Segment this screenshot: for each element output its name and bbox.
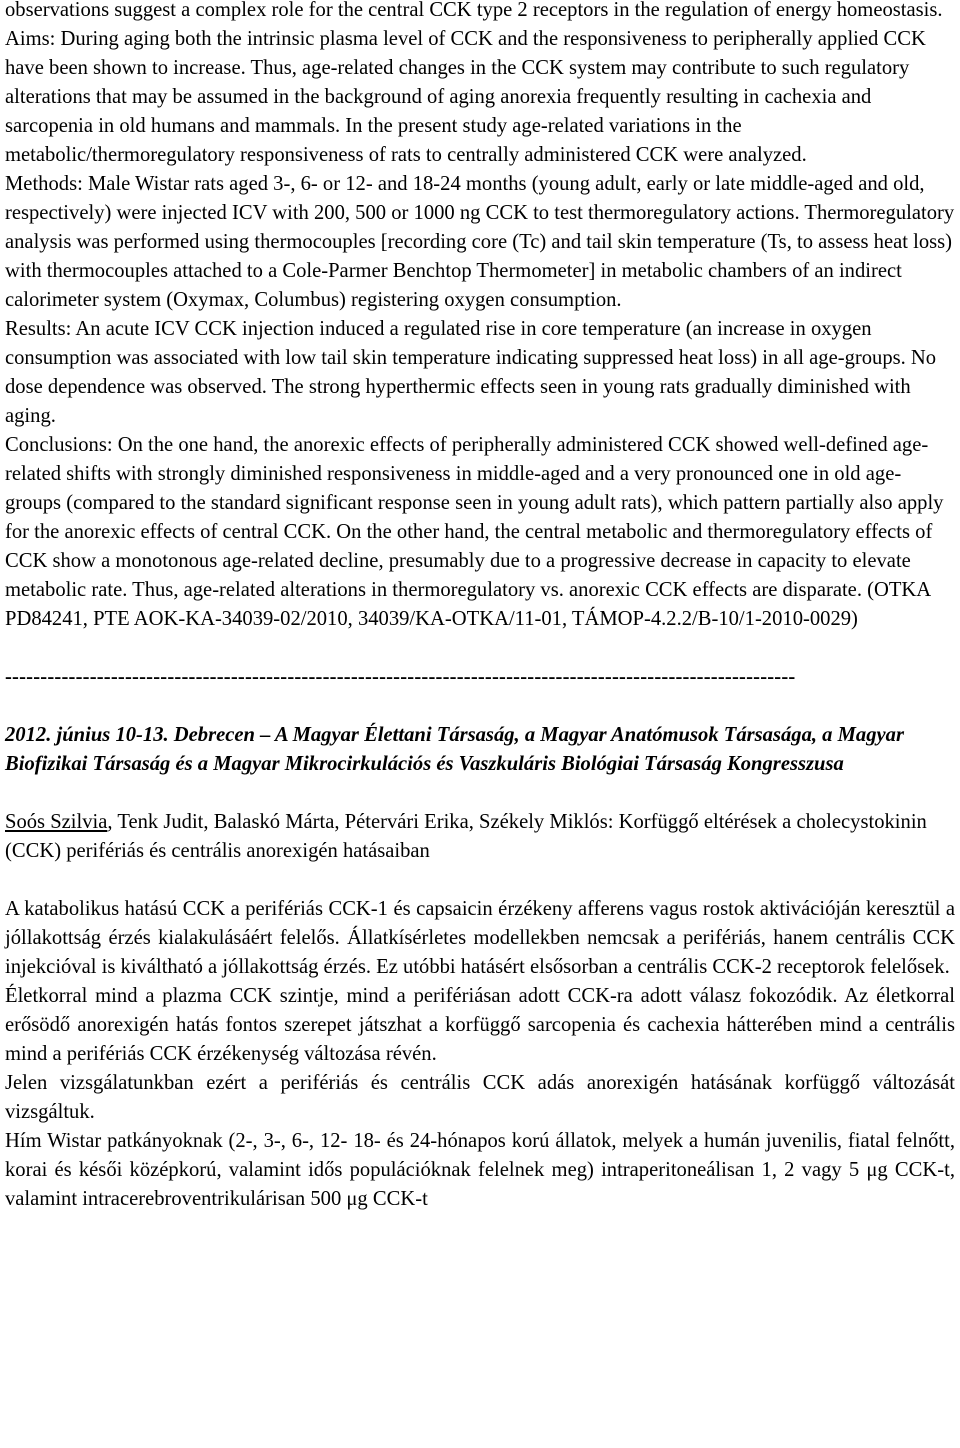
hungarian-paragraph-3: Jelen vizsgálatunkban ezért a perifériás és centrális CCK adás anorexigén hatásának korfüggő változását vizsgáltuk. (5, 1072, 955, 1123)
co-authors-and-title: , Tenk Judit, Balaskó Márta, Pétervári Erika, Székely Miklós: Korfüggő eltérések a cholecystokinin (CCK) perifériás és centrális anorexigén hatásaiban (5, 811, 927, 862)
presenting-author: Soós Szilvia (5, 811, 108, 833)
abstract-aims: Aims: During aging both the intrinsic plasma level of CCK and the responsiveness to peripherally applied CCK have been shown to increase. Thus, age-related changes in the CCK system may contribute to such regulatory alterations that may be assumed in the background of aging anorexia frequently resulting in cachexia and sarcopenia in old humans and mammals. In the present study age-related variations in the metabolic/thermoregulatory responsiveness of rats to centrally administered CCK were analyzed. (5, 28, 926, 166)
abstract-intro-tail: observations suggest a complex role for the central CCK type 2 receptors in the regulation of energy homeostasis. (5, 0, 943, 21)
abstract-conclusions: Conclusions: On the one hand, the anorexic effects of peripherally administered CCK showed well-defined age-related shifts with strongly diminished responsiveness in middle-aged and a very pronounced one in old age-groups (compared to the standard significant response seen in young adult rats), which pattern partially also apply for the anorexic effects of central CCK. On the other hand, the central metabolic and thermoregulatory effects of CCK show a monotonous age-related decline, presumably due to a progressive decrease in capacity to elevate metabolic rate. Thus, age-related alterations in thermoregulatory vs. anorexic CCK effects are disparate. (OTKA PD84241, PTE AOK-KA-34039-02/2010, 34039/KA-OTKA/11-01, TÁMOP-4.2.2/B-10/1-2010-0029) (5, 434, 944, 630)
hungarian-paragraph-4: Hím Wistar patkányoknak (2-, 3-, 6-, 12- 18- és 24-hónapos korú állatok, melyek a humán juvenilis, fiatal felnőtt, korai és késői középkorú, valamint idős populációknak felelnek meg) intraperitoneálisan 1, 2 vagy 5 μg CCK-t, valamint intracerebroventrikulárisan 500 μg CCK-t (5, 1130, 955, 1210)
hungarian-paragraph-1: A katabolikus hatású CCK a perifériás CCK-1 és capsaicin érzékeny afferens vagus rostok aktivációján keresztül a jóllakottság érzés kialakulásáért felelős. Állatkísérletes modellekben nemcsak a perifériás, hanem centrális CCK injekcióval is kiváltható a jóllakottság érzés. Ez utóbbi hatásért elsősorban a centrális CCK-2 receptorok felelősek. (5, 898, 955, 978)
section-divider: ---------------------------------------------------------------------------------------------------------------- (5, 666, 796, 688)
abstract-methods: Methods: Male Wistar rats aged 3-, 6- or 12- and 18-24 months (young adult, early or late middle-aged and old, respectively) were injected ICV with 200, 500 or 1000 ng CCK to test thermoregulatory actions. Thermoregulatory analysis was performed using thermocouples [recording core (Tc) and tail skin temperature (Ts, to assess heat loss) with thermocouples attached to a Cole-Parmer Benchtop Thermometer] in metabolic chambers of an indirect calorimeter system (Oxymax, Columbus) registering oxygen consumption. (5, 173, 955, 311)
document-page (5, 0, 955, 1214)
abstract-results: Results: An acute ICV CCK injection induced a regulated rise in core temperature (an increase in oxygen consumption was associated with low tail skin temperature indicating suppressed heat loss) in all age-groups. No dose dependence was observed. The strong hyperthermic effects seen in young rats gradually diminished with aging. (5, 318, 937, 427)
author-line (5, 808, 955, 866)
conference-heading: 2012. június 10-13. Debrecen – A Magyar Élettani Társaság, a Magyar Anatómusok Társasága, a Magyar Biofizikai Társaság és a Magyar Mikrocirkulációs és Vaszkuláris Biológiai Társaság Kongresszusa (5, 724, 904, 775)
hungarian-paragraph-2: Életkorral mind a plazma CCK szintje, mind a perifériásan adott CCK-ra adott válasz fokozódik. Az életkorral erősödő anorexigén hatás fontos szerepet játszhat a korfüggő sarcopenia és cachexia hátterében mind a centrális mind a perifériás CCK érzékenység változása révén. (5, 985, 955, 1065)
